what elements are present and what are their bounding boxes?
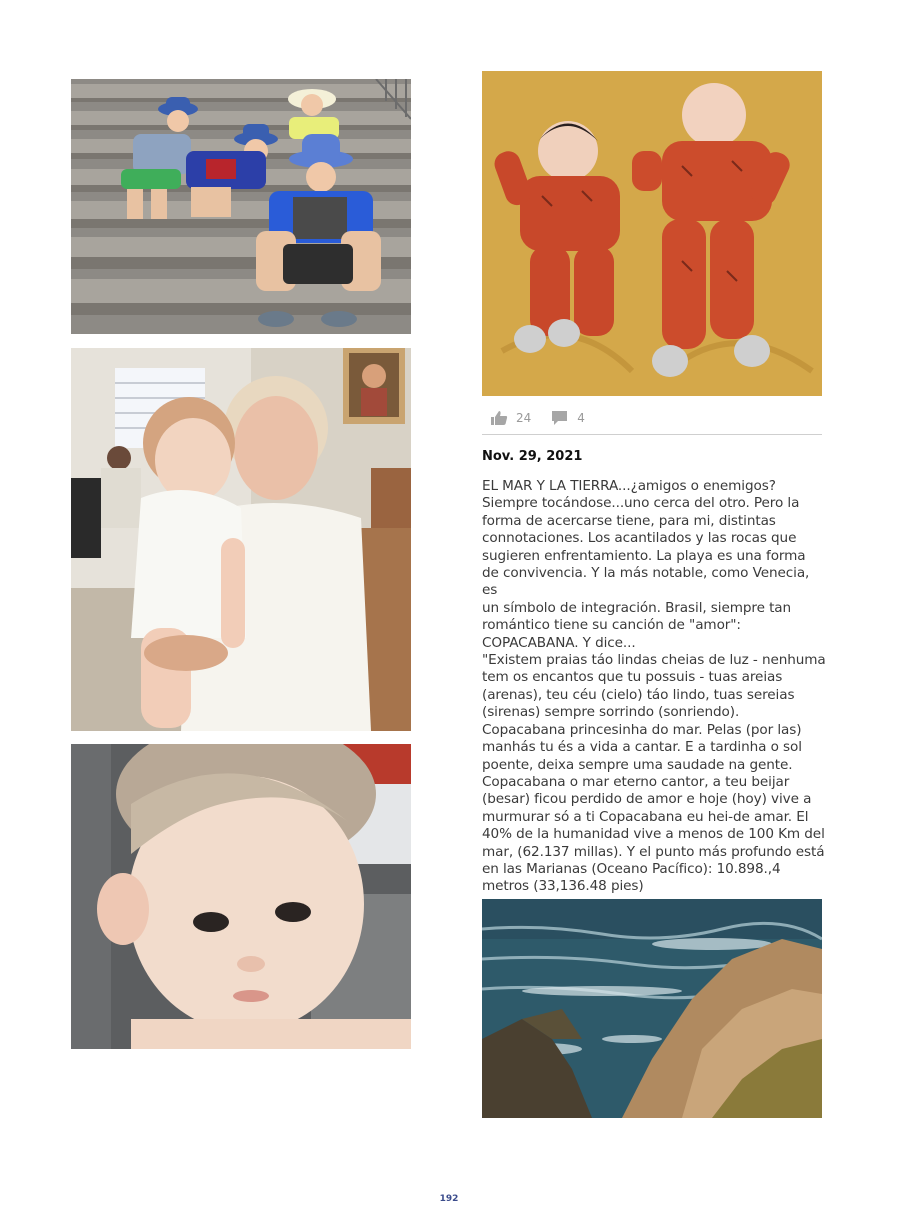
comment-icon[interactable] — [551, 410, 569, 426]
divider — [482, 434, 822, 435]
photo-twin-babies — [482, 71, 822, 396]
comments-count: 4 — [577, 411, 585, 425]
photo-grandma-with-baby — [71, 348, 411, 731]
post-date: Nov. 29, 2021 — [482, 449, 583, 464]
thumbs-up-icon[interactable] — [490, 410, 508, 426]
page-number: 192 — [439, 1194, 459, 1204]
photo-baby-closeup — [71, 744, 411, 1049]
likes-count: 24 — [516, 411, 532, 425]
photo-rocky-coast — [482, 899, 822, 1118]
photo-kids-on-stairs — [71, 79, 411, 334]
reactions-bar — [490, 408, 597, 428]
post-text: EL MAR Y LA TIERRA...¿amigos o enemigos? Siempre tocándose...uno cerca del otro. Pero la forma de acercarse tiene, para mi, distintas connotaciones. Los acantilados y las rocas que sugieren enfrentamiento. La playa es una forma de convivencia. Y la más notable, como Venecia, es un símbolo de integración. Brasil, siempre tan romántico tiene su canción de "amor": COPACABANA. Y dice... "Existem praias táo lindas cheias de luz - nenhuma tem os encantos que tu possuis - tuas areias (arenas), teu céu (cielo) táo lindo, tuas sereias (sirenas) sempre sorrindo (sonriendo). Copacabana princesinha do mar. Pelas (por las) manhás tu és a vida a cantar. E a tardinha o sol poente, deixa sempre uma saudade na gente. Copacabana o mar eterno cantor, a teu beijar (besar) ficou perdido de amor e hoje (hoy) vive a murmurar só a ti Copacabana eu hei-de amar. El 40% de la humanidad vive a menos de 100 Km del mar, (62.137 millas). Y el punto más profundo está en las Marianas (Oceano Pacífico): 10.898.,4 metros (33,136.48 pies) — [482, 478, 826, 895]
